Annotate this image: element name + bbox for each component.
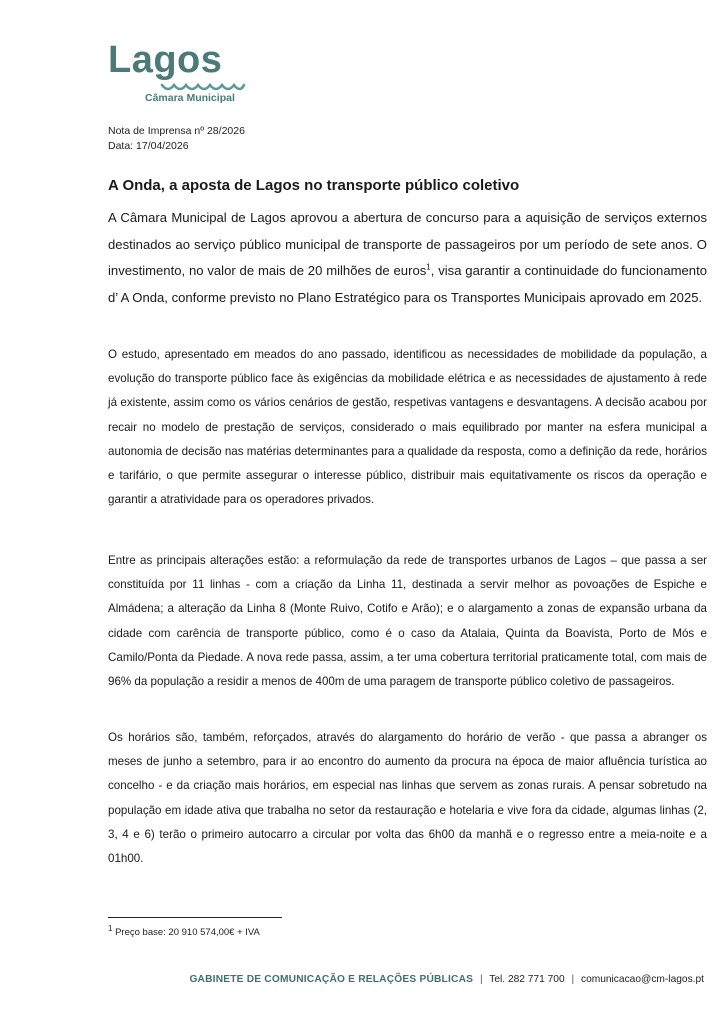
paragraph-3: Entre as principais alterações estão: a reformulação da rede de transportes urbanos de Lagos – que passa a ser constituída por 11 linhas - com a criação da Linha 11, destinada a servir melhor as povoações de Espiche e Almádena; a alteração da Linha 8 (Monte Ruivo, Cotifo e Arão); e o alargamento a zonas de expansão urbana da cidade com carência de transporte público, como é o caso da Atalaia, Quinta da Boavista, Porto de Mós e Camilo/Ponta da Piedade. A nova rede passa, assim, a ter uma cobertura territorial praticamente total, com mais de 96% da população a residir a menos de 400m de uma paragem de transporte público coletivo de passageiros. xyxy=(108,554,707,689)
press-release-date: Data: 17/04/2026 xyxy=(108,140,189,152)
logo xyxy=(108,40,248,110)
paragraph-4: Os horários são, também, reforçados, através do alargamento do horário de verão - que passa a abranger os meses de junho a setembro, para ir ao encontro do aumento da procura na época de maior afluência turística ao concelho - e da criação mais horários, em especial nas linhas que servem as zonas rurais. A pensar sobretudo na população em idade ativa que trabalha no setor da restauração e hotelaria e vive fora da cidade, algumas linhas (2, 3, 4 e 6) terão o primeiro autocarro a circular por volta das 6h00 da manhã e o regresso entre a meia-noite e a 01h00. xyxy=(108,731,707,866)
footnote-divider xyxy=(108,917,282,918)
footnote xyxy=(108,923,260,938)
footnote-text: Preço base: 20 910 574,00€ + IVA xyxy=(112,927,260,938)
footer-separator: | xyxy=(571,974,575,985)
paragraph-1-text-a: A Câmara Municipal de Lagos aprovou a abertura de concurso para a aquisição de serviços externos destinados ao serviço público municipal de transporte de passageiros por um período de sete anos. O investimento, no valor de mais de 20 milhões de euros xyxy=(108,210,707,279)
press-meta xyxy=(108,124,245,154)
logo-subtitle: Câmara Municipal xyxy=(145,92,235,104)
page-footer xyxy=(189,974,704,985)
paragraph-1-text-b: , visa garantir a continuidade do funcionamento d’ A Onda, conforme previsto no Plano Estratégico para os Transportes Municipais aprovado em 2025. xyxy=(108,263,707,305)
paragraph-2: O estudo, apresentado em meados do ano passado, identificou as necessidades de mobilidade da população, a evolução do transporte público face às exigências da mobilidade elétrica e as necessidades de ajustamento à rede já existente, assim como os vários cenários de gestão, respetivas vantagens e desvantagens. A decisão acabou por recair no modelo de prestação de serviços, considerado o mais equilibrado por manter na esfera municipal a autonomia de decisão nas matérias determinantes para a qualidade da resposta, como a definição da rede, horários e tarifário, o que permite assegurar o interesse público, distribuir mais equitativamente os riscos da operação e garantir a atratividade para os operadores privados. xyxy=(108,348,707,507)
footnote-number: 1 xyxy=(108,923,113,933)
footer-phone: Tel. 282 771 700 xyxy=(489,974,565,985)
footer-department: GABINETE DE COMUNICAÇÃO E RELAÇÕES PÚBLICAS xyxy=(189,974,474,985)
page-title: A Onda, a aposta de Lagos no transporte público coletivo xyxy=(108,177,520,194)
footer-email: comunicacao@cm-lagos.pt xyxy=(580,974,704,985)
footer-separator: | xyxy=(479,974,483,985)
logo-wordmark: Lagos xyxy=(108,39,223,81)
footnote-reference: 1 xyxy=(426,262,431,272)
press-release-number: Nota de Imprensa nº 28/2026 xyxy=(108,125,245,137)
paragraph-1 xyxy=(108,205,707,311)
